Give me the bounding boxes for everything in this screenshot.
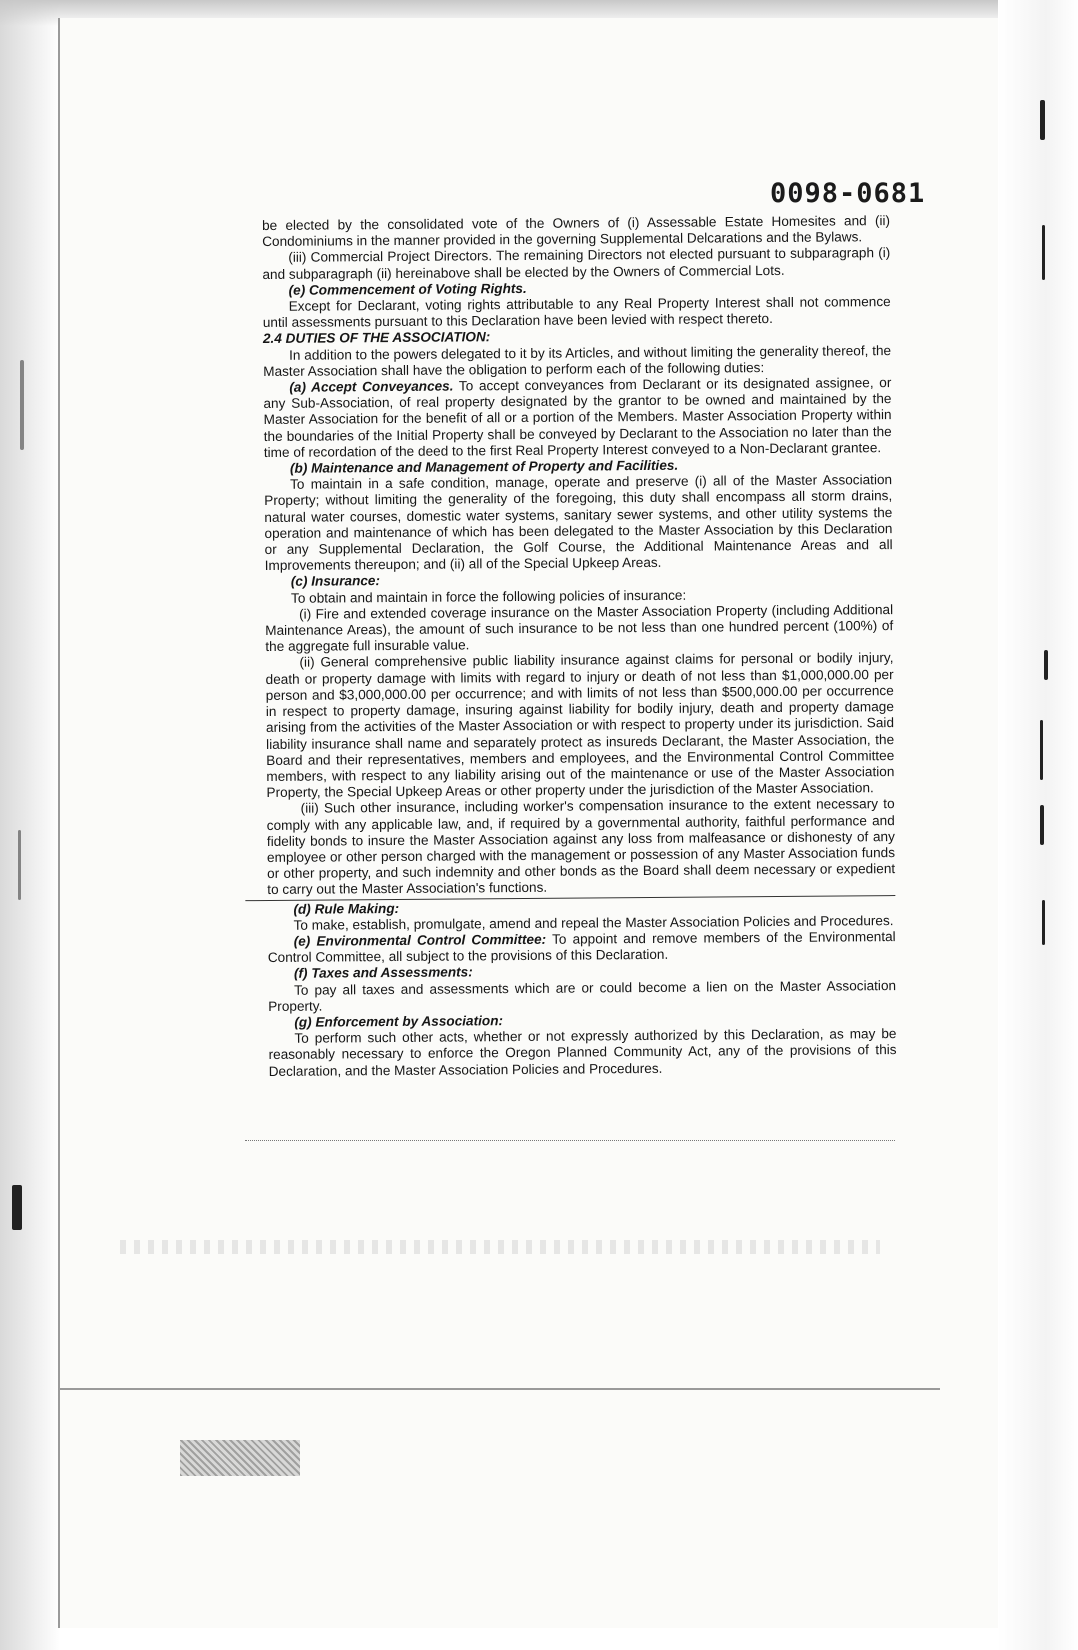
scan-right-edge	[998, 0, 1078, 1650]
paragraph-text: To accept conveyances from Declarant or its designated assignee, or any Sub-Association, of real property designated by the grantor to be owned and maintained by the Master Association for the benefit of all or a portion of the Members. Master Association Property within the boundaries of the Initial Property shall be conveyed by Declarant to the Association no later than the time of recordation of the deed to the first Real Property Interest conveyed to a Non-Declarant grantee.	[263, 375, 892, 460]
scan-bottom-edge	[60, 1388, 940, 1390]
scan-speck	[1040, 805, 1044, 845]
section-heading: (e) Commencement of Voting Rights.	[288, 280, 527, 298]
paragraph: To pay all taxes and assessments which are or could become a lien on the Master Association Property.	[268, 977, 897, 1014]
scan-speck	[1040, 100, 1045, 140]
scan-speck	[1044, 650, 1048, 680]
section-heading: (f) Taxes and Assessments:	[293, 964, 473, 982]
footer-dotted-rule	[245, 1140, 895, 1141]
paragraph: be elected by the consolidated vote of the Owners of (i) Assessable Estate Homesites and (ii) Condominiums in the manner provided in the governing Supplemental Delcarations and the Bylaws.	[262, 213, 891, 250]
paragraph: To obtain and maintain in force the following policies of insurance:	[290, 587, 687, 606]
paragraph: To make, establish, promulgate, amend and repeal the Master Association Policies and Procedures.	[293, 912, 894, 933]
section-heading: (b) Maintenance and Management of Property and Facilities.	[289, 457, 679, 476]
document-body	[262, 213, 897, 1080]
scan-speck	[12, 1185, 22, 1230]
paragraph: To maintain in a safe condition, manage, operate and preserve (i) all of the Master Association Property; without limiting the generality of the foregoing, this duty shall encompass all storm drains, natural water courses, domestic water systems, sanitary sewer systems, and other utility systems the operation and maintenance of which has been delegated to the Master Association by this Declaration or any Supplemental Declaration, the Golf Course, the Additional Maintenance Areas and all Improvements thereupon; and (ii) all of the Special Upkeep Areas.	[264, 472, 893, 574]
paragraph: (iii) Commercial Project Directors. The remaining Directors not elected pursuant to subparagraph (i) and subparagraph (ii) hereinabove shall be elected by the Owners of Commercial Lots.	[262, 245, 891, 282]
document-number: 0098-0681	[770, 178, 926, 209]
paragraph: In addition to the powers delegated to it by its Articles, and without limiting the generality thereof, the Master Association shall have the obligation to perform each of the following duties:	[263, 342, 892, 379]
inline-heading: (e) Environmental Control Committee:	[293, 931, 547, 949]
scan-artifact-band	[120, 1240, 880, 1254]
paragraph: (iii) Such other insurance, including worker's compensation insurance to the extent necessary to comply with any applicable law, and, if required by a governmental authority, faithful performance and fidelity bonds to insure the Master Association against any loss from malfeasance or dishonesty of any employee or other person charged with the management or possession of any Master Association funds or other property, and such indemnity and other bonds as the Board shall deem necessary or expedient to carry out the Master Association's functions.	[266, 796, 896, 898]
section-heading: 2.4 DUTIES OF THE ASSOCIATION:	[262, 329, 491, 347]
scan-speck	[1042, 900, 1045, 945]
scan-left-shadow	[0, 0, 60, 1650]
paragraph	[268, 929, 896, 966]
section-heading: (g) Enforcement by Association:	[294, 1013, 504, 1030]
paragraph: (ii) General comprehensive public liability insurance against claims for personal or bodily injury, death or property damage with limits with regard to injury or death of not less than $1,000,000.00 per person and $3,000,000.00 per occurrence; and with limits of not less than $500,000.00 per occurrence in respect to property damage, insuring against liability for bodily injury, death and property damage arising from the activities of the Master Association or with respect to property under its jurisdiction. Said liability insurance shall name and separately protect as insureds Declarant, the Master Association, the Board and their representatives, members and employees, and the Environmental Control Committee members, with respect to any liability arising out of the maintenance or use of the Master Association Property, the Special Upkeep Areas or other property under the jurisdiction of the Master Association.	[265, 650, 895, 801]
scan-speck	[1040, 720, 1043, 780]
paragraph: To perform such other acts, whether or not expressly authorized by this Declaration, as may be reasonably necessary to enforce the Oregon Planned Community Act, any of the provisions of this Declaration, and the Master Association Policies and Procedures.	[268, 1026, 897, 1079]
section-heading: (d) Rule Making:	[293, 900, 400, 917]
scan-speck	[20, 360, 24, 450]
inline-heading: (a) Accept Conveyances.	[289, 378, 454, 395]
paragraph: Except for Declarant, voting rights attributable to any Real Property Interest shall not commence until assessments pursuant to this Declaration have been levied with respect thereto.	[262, 294, 891, 331]
paragraph	[263, 375, 892, 461]
scan-speck	[18, 830, 21, 900]
paragraph: (i) Fire and extended coverage insurance on the Master Association Property (including Additional Maintenance Areas), the amount of such insurance to be not less than one hundred percent (100%) of the aggregate full insurable value.	[265, 601, 894, 655]
scan-speck	[1042, 225, 1045, 280]
section-heading: (c) Insurance:	[290, 573, 381, 590]
scan-smudge	[180, 1440, 300, 1476]
paragraph-text: To appoint and remove members of the Environmental Control Committee, all subject to the provisions of this Declaration.	[267, 928, 896, 966]
